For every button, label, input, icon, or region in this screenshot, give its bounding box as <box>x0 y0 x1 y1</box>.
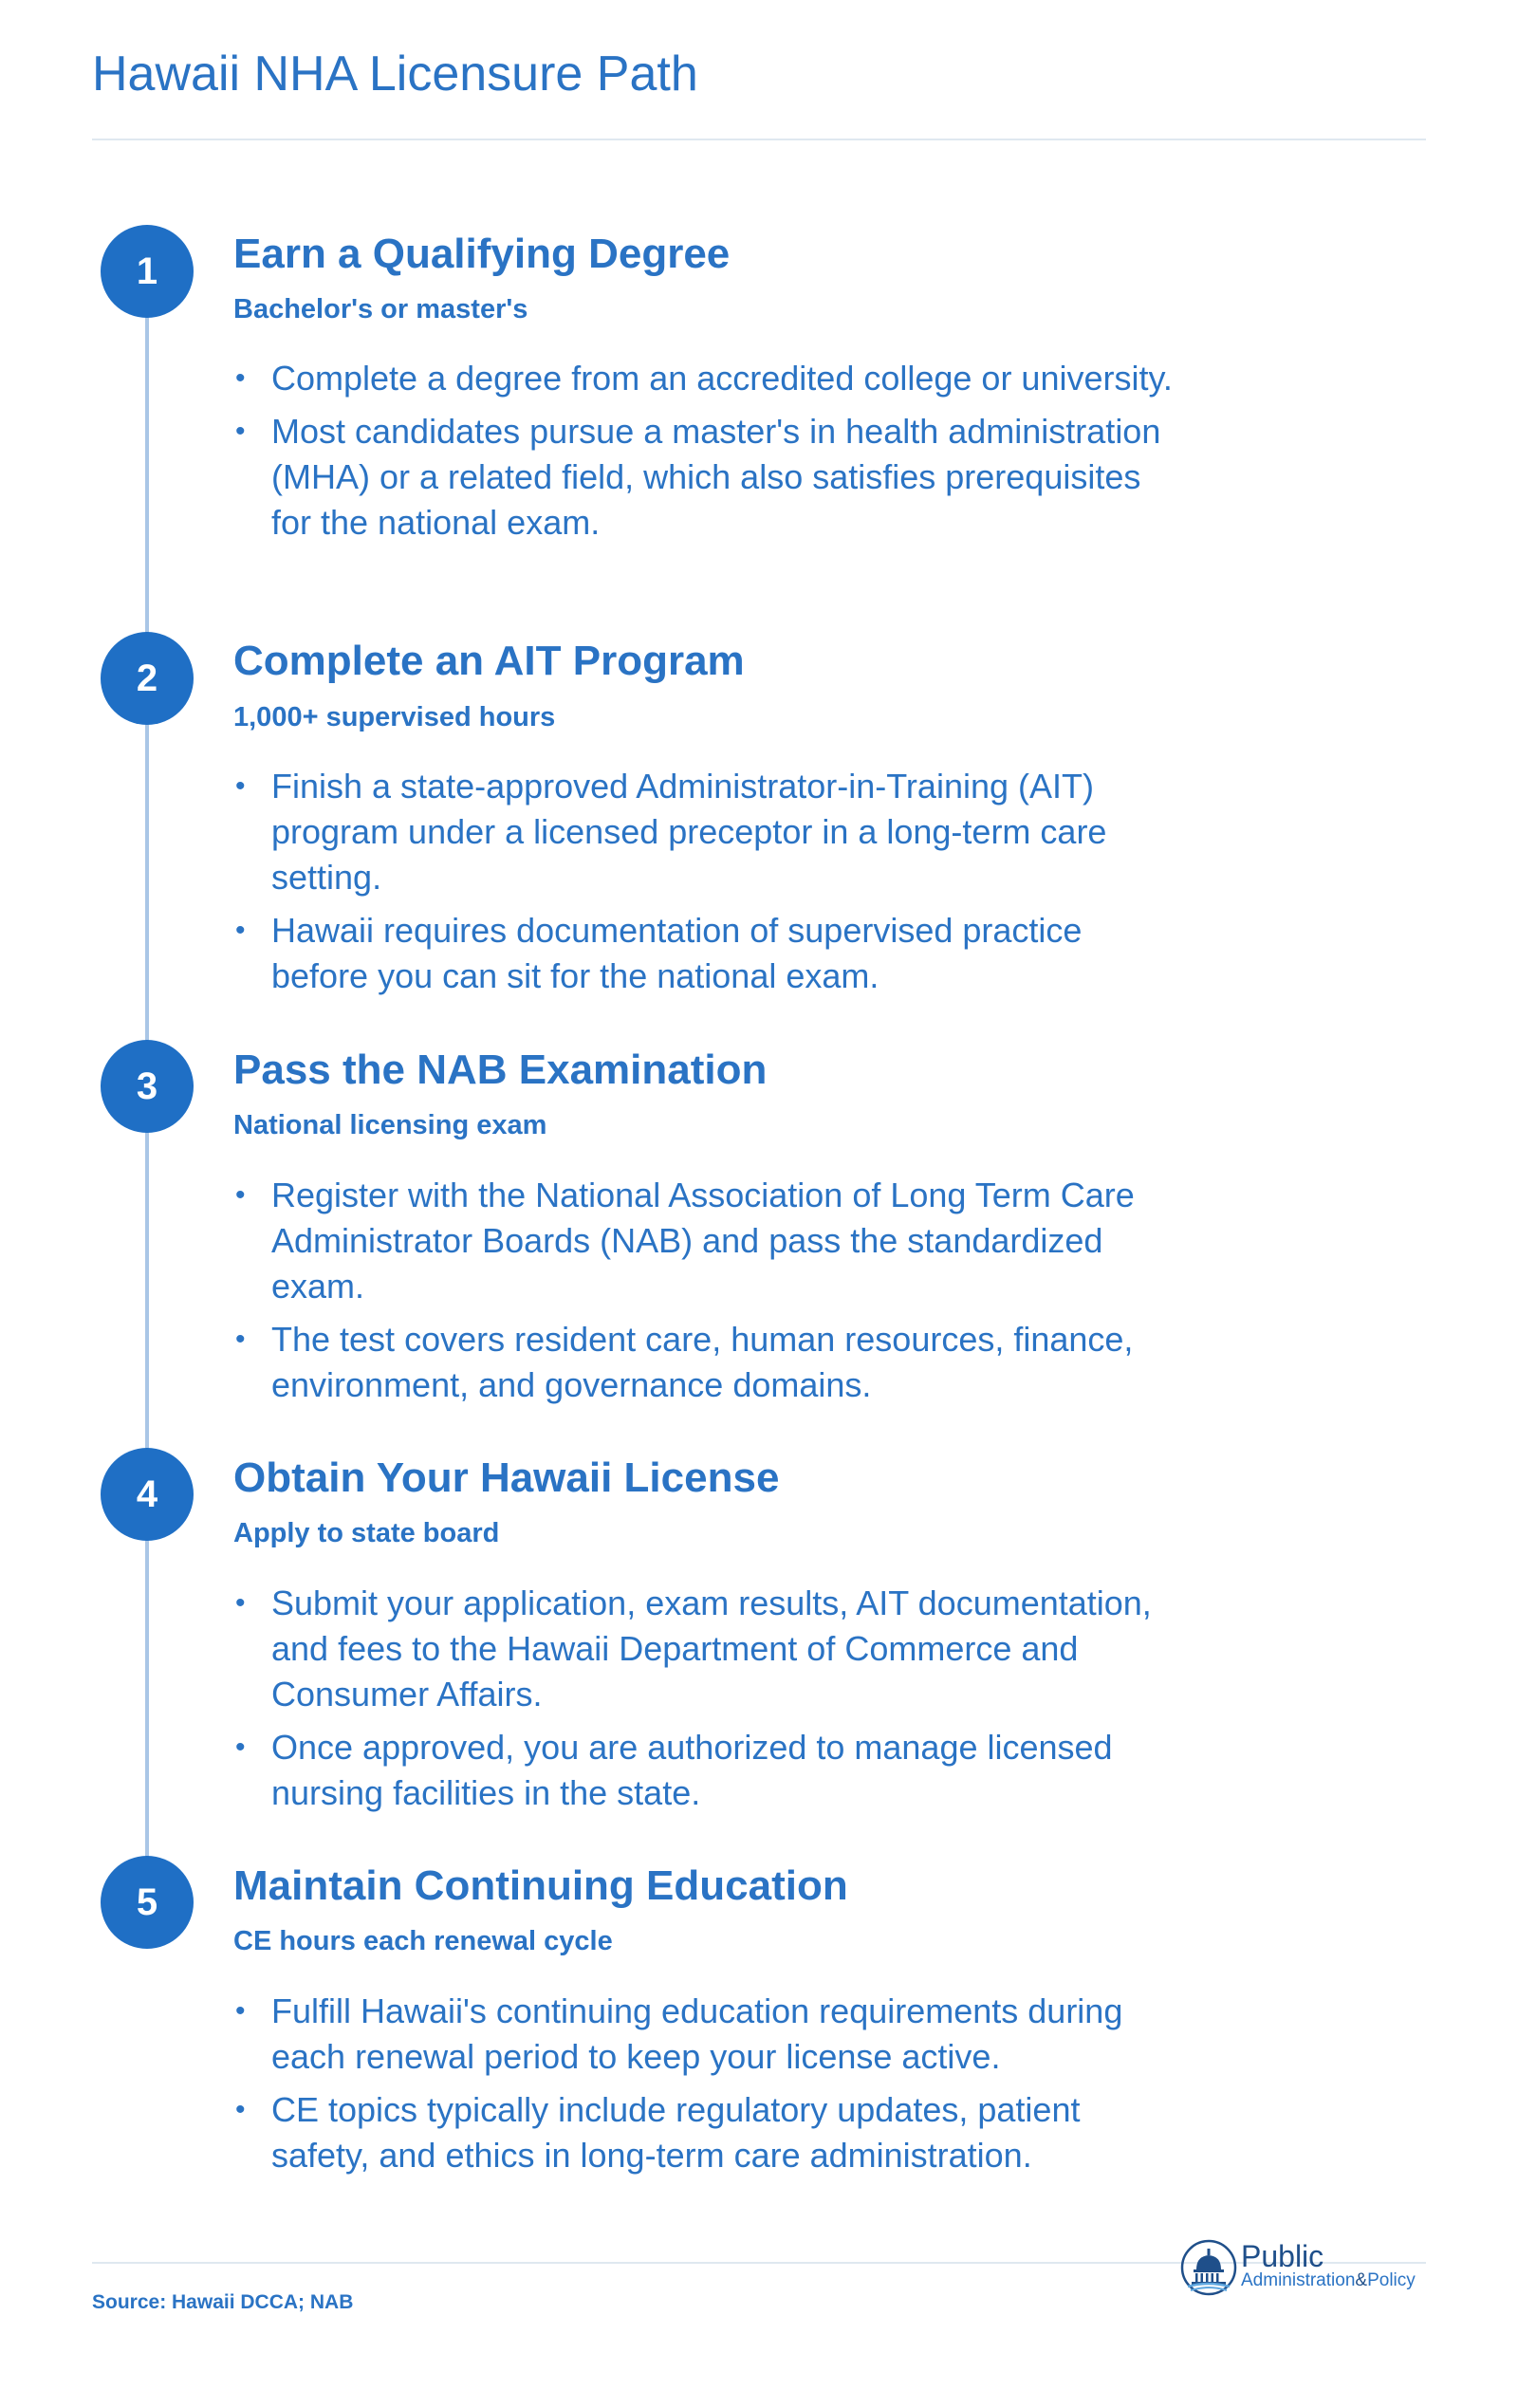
bullet-item <box>233 1173 1182 1309</box>
step-subtitle: Bachelor's or master's <box>233 294 528 324</box>
bullet-item <box>233 1317 1182 1408</box>
bullet-dot-icon: • <box>235 770 246 802</box>
bullet-item <box>233 2087 1182 2178</box>
logo-text-policy: Policy <box>1367 2270 1416 2290</box>
bullet-dot-icon: • <box>235 1179 246 1211</box>
bullet-text: Complete a degree from an accredited college or university. <box>271 359 1173 398</box>
step-bullet-list <box>233 1989 1182 2186</box>
bullet-dot-icon: • <box>235 1995 246 2027</box>
bullet-dot-icon: • <box>235 915 246 946</box>
bullet-text: Fulfill Hawaii's continuing education requirements during each renewal period to keep your license active. <box>271 1991 1123 2076</box>
bullet-dot-icon: • <box>235 1324 246 1355</box>
source-note: Source: Hawaii DCCA; NAB <box>92 2291 354 2313</box>
step-number-badge: 4 <box>101 1448 194 1541</box>
bullet-item <box>233 764 1182 900</box>
step-title: Obtain Your Hawaii License <box>233 1454 780 1501</box>
logo-wordmark-administration <box>1241 2269 1416 2292</box>
logo-text-ampersand: & <box>1355 2270 1368 2290</box>
bullet-item <box>233 908 1182 999</box>
step-title: Pass the NAB Examination <box>233 1047 768 1093</box>
bullet-text: CE topics typically include regulatory updates, patient safety, and ethics in long-term care administration. <box>271 2090 1081 2175</box>
brand-logo <box>1180 2239 1436 2334</box>
bullet-text: Register with the National Association of Long Term Care Administrator Boards (NAB) and pass the standardized exam. <box>271 1176 1135 1306</box>
bullet-item <box>233 1725 1182 1816</box>
bullet-text: Once approved, you are authorized to manage licensed nursing facilities in the state. <box>271 1728 1113 1812</box>
step-subtitle: Apply to state board <box>233 1518 500 1548</box>
bullet-text: Hawaii requires documentation of supervised practice before you can sit for the national exam. <box>271 911 1083 995</box>
step-bullet-list <box>233 764 1182 1007</box>
bullet-dot-icon: • <box>235 362 246 394</box>
step-title: Maintain Continuing Education <box>233 1862 848 1909</box>
logo-wordmark-public: Public <box>1241 2239 1324 2273</box>
bullet-item <box>233 1581 1182 1717</box>
bullet-text: The test covers resident care, human resources, finance, environment, and governance domains. <box>271 1320 1134 1404</box>
step-subtitle: CE hours each renewal cycle <box>233 1926 613 1956</box>
step-number-badge: 3 <box>101 1040 194 1133</box>
bullet-item <box>233 409 1182 546</box>
header-divider <box>92 139 1426 140</box>
step-number-badge: 5 <box>101 1856 194 1949</box>
step-bullet-list <box>233 1173 1182 1416</box>
bullet-dot-icon: • <box>235 416 246 447</box>
step-number-badge: 2 <box>101 632 194 725</box>
step-number-badge: 1 <box>101 225 194 318</box>
bullet-text: Most candidates pursue a master's in health administration (MHA) or a related field, which also satisfies prerequisites for the national exam. <box>271 412 1161 542</box>
bullet-dot-icon: • <box>235 2094 246 2125</box>
bullet-dot-icon: • <box>235 1732 246 1763</box>
step-subtitle: National licensing exam <box>233 1110 547 1140</box>
step-bullet-list <box>233 356 1182 553</box>
step-bullet-list <box>233 1581 1182 1824</box>
step-subtitle: 1,000+ supervised hours <box>233 702 556 732</box>
step-title: Complete an AIT Program <box>233 638 745 684</box>
bullet-dot-icon: • <box>235 1587 246 1619</box>
bullet-text: Finish a state-approved Administrator-in-Training (AIT) program under a licensed preceptor in a long-term care setting. <box>271 767 1107 897</box>
capitol-dome-icon <box>1180 2239 1237 2296</box>
step-title: Earn a Qualifying Degree <box>233 231 731 277</box>
bullet-item <box>233 356 1182 401</box>
page-title: Hawaii NHA Licensure Path <box>92 46 698 102</box>
bullet-item <box>233 1989 1182 2080</box>
logo-text-administration: Administration <box>1241 2270 1356 2290</box>
bullet-text: Submit your application, exam results, AIT documentation, and fees to the Hawaii Department of Commerce and Consumer Affairs. <box>271 1584 1152 1713</box>
